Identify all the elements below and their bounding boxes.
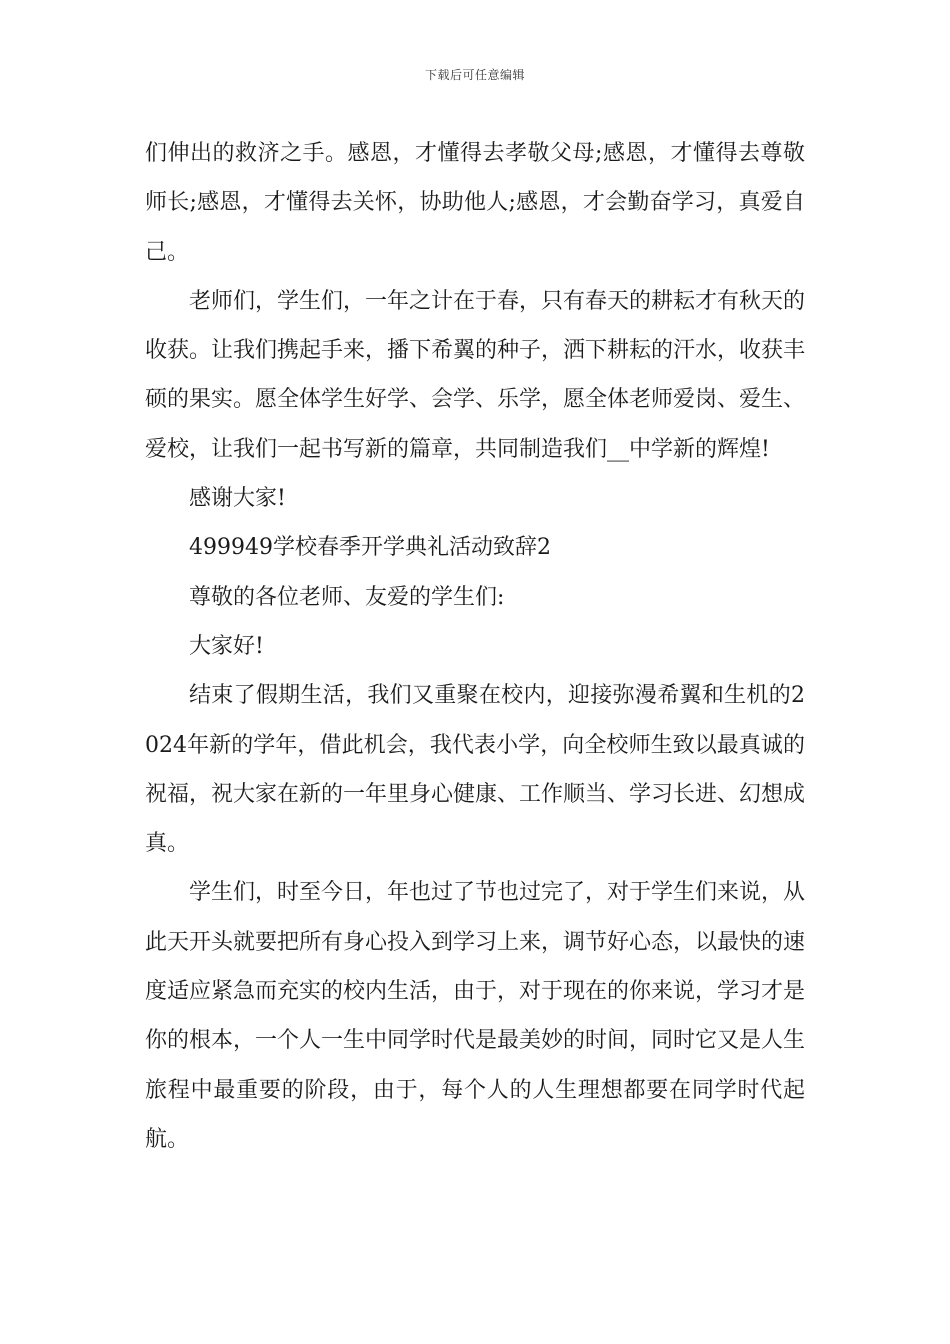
document-body <box>145 129 805 1164</box>
paragraph: 结束了假期生活，我们又重聚在校内，迎接弥漫希翼和生机的2024年新的学年，借此机会，我代表小学，向全校师生致以最真诚的祝福，祝大家在新的一年里身心健康、工作顺当、学习长进、幻想成真。 <box>145 683 806 857</box>
salutation: 尊敬的各位老师、友爱的学生们: <box>189 584 505 610</box>
paragraph: 老师们，学生们，一年之计在于春，只有春天的耕耘才有秋天的收获。让我们携起手来，播下希翼的种子，洒下耕耘的汗水，收获丰硕的果实。愿全体学生好学、会学、乐学，愿全体老师爱岗、爱生、爱校，让我们一起书写新的篇章，共同制造我们__中学新的辉煌! <box>145 288 806 462</box>
paragraph: 学生们，时至今日，年也过了节也过完了，对于学生们来说，从此天开头就要把所有身心投入到学习上来，调节好心态，以最快的速度适应紧急而充实的校内生活，由于，对于现在的你来说，学习才是你的根本，一个人一生中同学时代是最美妙的时间，同时它又是人生旅程中最重要的阶段，由于，每个人的人生理想都要在同学时代起航。 <box>145 880 806 1152</box>
greeting: 大家好! <box>189 633 264 659</box>
page-header-note: 下载后可任意编辑 <box>424 68 525 82</box>
paragraph: 们伸出的救济之手。感恩，才懂得去孝敬父母;感恩，才懂得去尊敬师长;感恩，才懂得去关怀，协助他人;感恩，才会勤奋学习，真爱自己。 <box>145 141 805 265</box>
section-title: 499949学校春季开学典礼活动致辞2 <box>189 535 551 561</box>
closing-thanks: 感谢大家! <box>189 486 286 512</box>
